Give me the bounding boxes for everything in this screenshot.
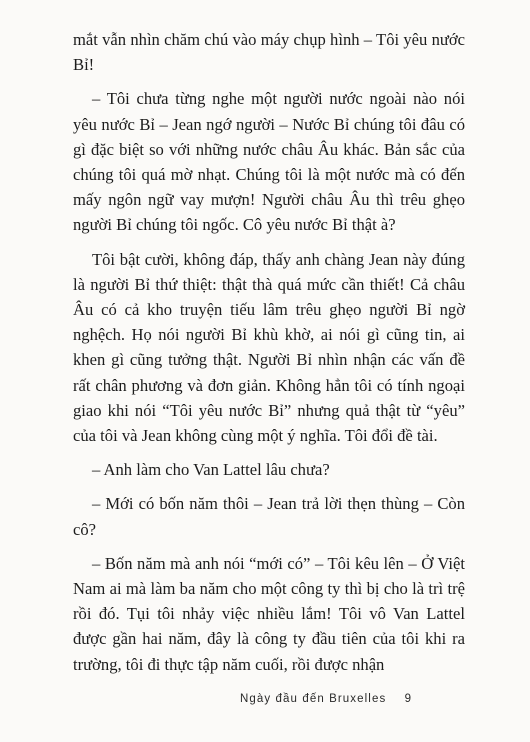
paragraph: – Tôi chưa từng nghe một người nước ngoài nào nói yêu nước Bỉ – Jean ngớ người – Nước Bỉ chúng tôi đâu có gì đặc biệt so với những nước châu Âu khác. Bản sắc của chúng tôi quá mờ nhạt. Chúng tôi là một nước mà có đến mấy ngôn ngữ vay mượn! Người châu Âu thì trêu ghẹo người Bỉ chúng tôi ngốc. Cô yêu nước Bỉ thật à? [73,89,465,235]
page-footer [240,693,470,705]
running-title: Ngày đầu đến Bruxelles [240,693,387,705]
paragraph: – Mới có bốn năm thôi – Jean trả lời thẹn thùng – Còn cô? [73,494,465,539]
paragraph: mắt vẫn nhìn chăm chú vào máy chụp hình – Tôi yêu nước Bỉ! [73,30,465,75]
paragraph: Tôi bật cười, không đáp, thấy anh chàng Jean này đúng là người Bỉ thứ thiệt: thật thà quá mức cần thiết! Cả châu Âu có cả kho truyện tiếu lâm trêu ghẹo người Bỉ ngờ nghệch. Họ nói người Bỉ khù khờ, ai nói gì cũng tin, ai khen gì cũng tưởng thật. Người Bỉ nhìn nhận các vấn đề rất chân phương và đơn giản. Không hẳn tôi có tính ngoại giao khi nói “Tôi yêu nước Bỉ” nhưng quả thật từ “yêu” của tôi và Jean không cùng một ý nghĩa. Tôi đổi đề tài. [73,249,465,446]
paragraph: – Bốn năm mà anh nói “mới có” – Tôi kêu lên – Ở Việt Nam ai mà làm ba năm cho một công ty thì bị cho là trì trệ rồi đó. Tụi tôi nhảy việc nhiều lắm! Tôi vô Van Lattel được gần hai năm, đây là công ty đầu tiên của tôi khi ra trường, tôi đi thực tập năm cuối, rồi được nhận [73,553,465,674]
page-number: 9 [404,693,413,705]
body-text [73,27,465,686]
paragraph: – Anh làm cho Van Lattel lâu chưa? [92,460,330,480]
